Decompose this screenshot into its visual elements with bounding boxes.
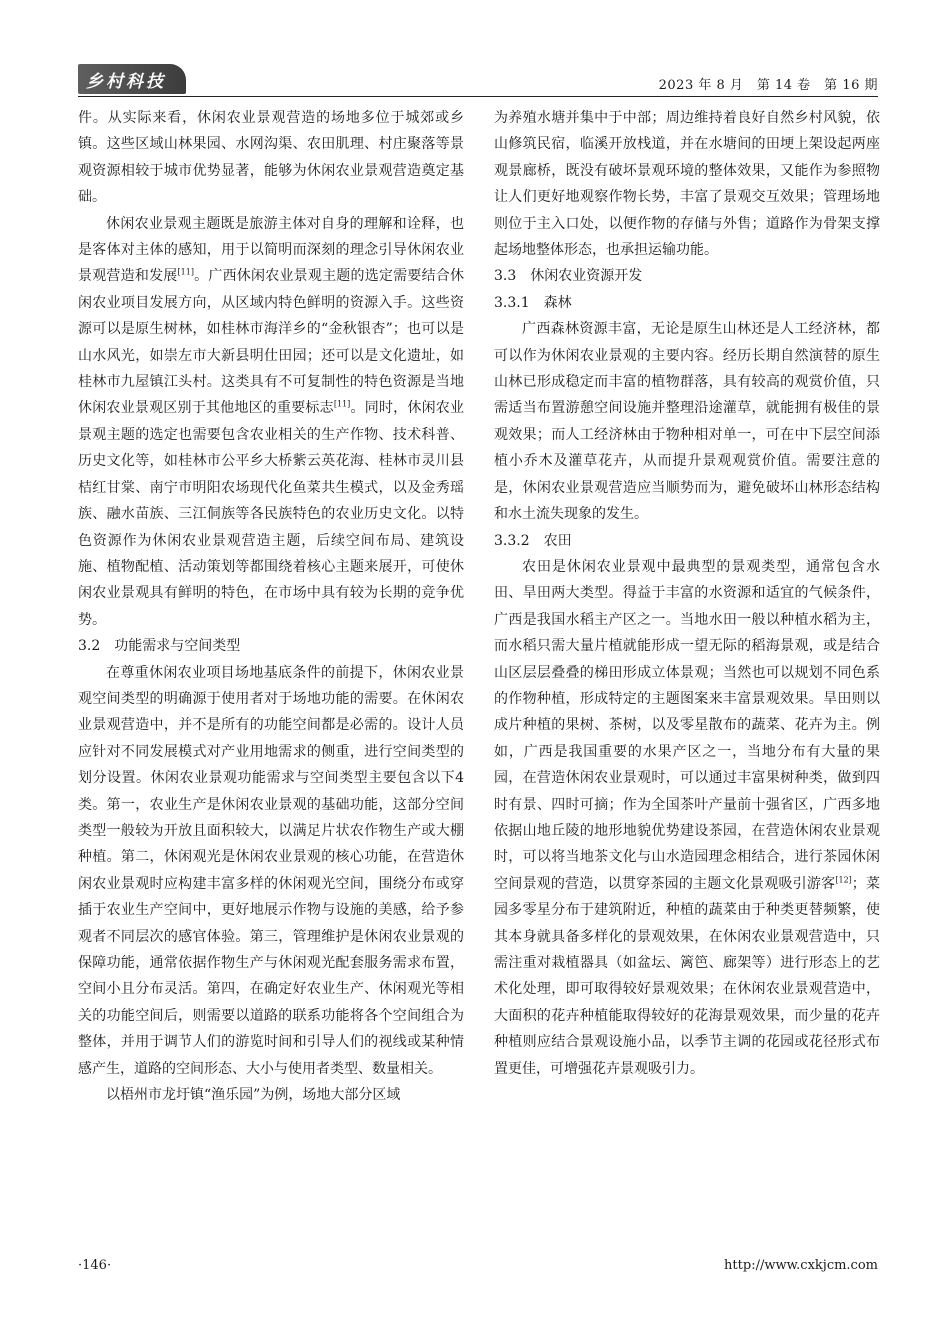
- text-run: 休闲农业景观主题既是旅游主体对自身的理解和诠释，也是客体对主体的感知，用于以简明而深刻的理念引导休闲农业景观营造和发展: [78, 215, 464, 285]
- left-column: [78, 105, 464, 1108]
- section-heading-3-3: 3.3 休闲农业资源开发: [494, 268, 643, 285]
- section-heading-3-2: 3.2 功能需求与空间类型: [78, 638, 241, 655]
- paragraph-farmland: [494, 554, 880, 1082]
- running-header: [78, 64, 878, 94]
- subsection-heading-3-3-1: 3.3.1 森林: [494, 294, 572, 311]
- text-run: 。广西休闲农业景观主题的选定需要结合休闲农业项目发展方向，从区域内特色鲜明的资源入手。这些资源可以是原生树林，如桂林市海洋乡的“金秋银杏”；也可以是山水风光，如崇左市大新县明仕田园；还可以是文化遗址，如桂林市九屋镇江头村。这类具有不可复制性的特色资源是当地休闲农业景观区别于其他地区的重要标志: [78, 268, 465, 417]
- issue-info: 2023 年 8 月 第 14 卷 第 16 期: [658, 78, 878, 93]
- citation-ref: [11]: [177, 267, 194, 277]
- paragraph-theme: [78, 211, 464, 634]
- journal-logo: [78, 64, 186, 94]
- paragraph: 以梧州市龙圩镇“渔乐园”为例，场地大部分区域: [106, 1087, 401, 1104]
- journal-logo-text: 乡村科技: [86, 72, 166, 92]
- page-number: ·146·: [78, 1258, 112, 1273]
- header-rule: [78, 96, 878, 97]
- text-run: 农田是休闲农业景观中最典型的景观类型，通常包含水田、旱田两大类型。得益于丰富的水资源和适宜的气候条件，广西是我国水稻主产区之一。当地水田一般以种植水稻为主，而水稻只需大量片植就能形成一望无际的稻海景观，或是结合山区层层叠叠的梯田形成立体景观；当然也可以规划不同色系的作物种植，形成特定的主题图案来丰富景观效果。旱田则以成片种植的果树、茶树，以及零星散布的蔬菜、花卉为主。例如，广西是我国重要的水果产区之一，当地分布有大量的果园，在营造休闲农业景观时，可以通过丰富果树种类，做到四时有景、四时可摘；作为全国茶叶产量前十强省区，广西多地依据山地丘陵的地形地貌优势建设茶园，在营造休闲农业景观时，可以将当地茶文化与山水造园理念相结合，进行茶园休闲空间景观的营造，以贯穿茶园的主题文化景观吸引游客: [494, 558, 880, 892]
- paragraph: 件。从实际来看，休闲农业景观营造的场地多位于城郊或乡镇。这些区域山林果园、水网沟渠、农田肌理、村庄聚落等景观资源相较于城市优势显著，能够为休闲农业景观营造奠定基础。: [78, 110, 464, 206]
- citation-ref: [12]: [835, 875, 852, 885]
- text-run: 。同时，休闲农业景观主题的选定也需要包含农业相关的生产作物、技术科普、历史文化等，如桂林市公平乡大桥紫云英花海、桂林市灵川县桔红甘棠、南宁市明阳农场现代化鱼菜共生模式，以及金秀瑶族、融水苗族、三江侗族等各民族特色的农业历史文化。以特色资源作为休闲农业景观营造主题，后续空间布局、建筑设施、植物配植、活动策划等都围绕着核心主题来展开，可使休闲农业景观具有鲜明的特色，在市场中具有较为长期的竞争优势。: [78, 400, 465, 628]
- text-run: ；菜园多零星分布于建筑附近，种植的蔬菜由于种类更替频繁，使其本身就具备多样化的景观效果，在休闲农业景观营造中，只需注重对栽植器具（如盆坛、篱笆、廊架等）进行形态上的艺术化处理，即可取得较好景观效果；在休闲农业景观营造中，大面积的花卉种植能取得较好的花海景观效果，而少量的花卉种植则应结合景观设施小品，以季节主调的花园或花径形式布置更佳，可增强花卉景观吸引力。: [494, 875, 881, 1077]
- subsection-heading-3-3-2: 3.3.2 农田: [494, 532, 572, 549]
- right-column: [494, 105, 880, 1082]
- paragraph: 为养殖水塘并集中于中部；周边维持着良好自然乡村风貌，依山修筑民宿，临溪开放栈道，并在水塘间的田埂上架设起两座观景廊桥，既没有破坏景观环境的整体效果，又能作为参照物让人们更好地观察作物长势，丰富了景观交互效果；管理场地则位于主入口处，以便作物的存储与外售；道路作为骨架支撑起场地整体形态，也承担运输功能。: [494, 110, 880, 259]
- journal-url: http://www.cxkjcm.com: [724, 1258, 878, 1273]
- citation-ref: [11]: [333, 399, 351, 409]
- paragraph: 广西森林资源丰富，无论是原生山林还是人工经济林，都可以作为休闲农业景观的主要内容。经历长期自然演替的原生山林已形成稳定而丰富的植物群落，具有较高的观赏价值，只需适当布置游憩空间设施并整理沿途灌草，就能拥有极佳的景观效果；而人工经济林由于物种相对单一，可在中下层空间添植小乔木及灌草花卉，从而提升景观观赏价值。需要注意的是，休闲农业景观营造应当顺势而为，避免破坏山林形态结构和水土流失现象的发生。: [494, 321, 880, 523]
- paragraph: 在尊重休闲农业项目场地基底条件的前提下，休闲农业景观空间类型的明确源于使用者对于场地功能的需要。在休闲农业景观营造中，并不是所有的功能空间都是必需的。设计人员应针对不同发展模式对产业用地需求的侧重，进行空间类型的划分设置。休闲农业景观功能需求与空间类型主要包含以下4类。第一，农业生产是休闲农业景观的基础功能，这部分空间类型一般较为开放且面积较大，以满足片状农作物生产或大棚种植。第二，休闲观光是休闲农业景观的核心功能，在营造休闲农业景观时应构建丰富多样的休闲观光空间，围绕分布或穿插于农业生产空间中，更好地展示作物与设施的美感，给予参观者不同层次的感官体验。第三，管理维护是休闲农业景观的保障功能，通常依据作物生产与休闲观光配套服务需求布置，空间小且分布灵活。第四，在确定好农业生产、休闲观光等相关的功能空间后，则需要以道路的联系功能将各个空间组合为整体，并用于调节人们的游览时间和引导人们的视线或某种情感产生，道路的空间形态、大小与使用者类型、数量相关。: [78, 664, 464, 1077]
